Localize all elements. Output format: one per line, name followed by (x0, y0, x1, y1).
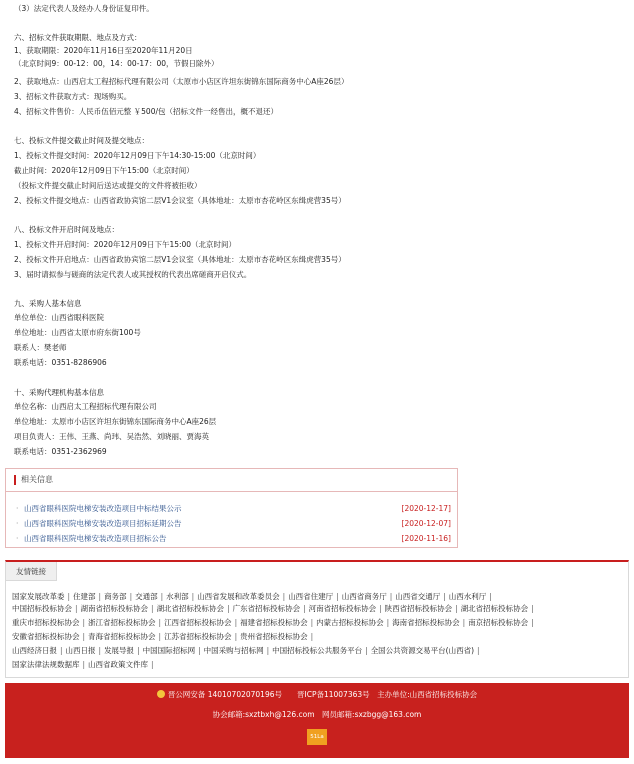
friend-link[interactable]: 南京招标投标协会 (468, 618, 529, 627)
friend-link[interactable]: 中国国际招标网 (142, 646, 196, 655)
friend-link[interactable]: 中国招标投标协会 (12, 604, 72, 613)
footer-email-line: 协会邮箱:sxztbxh@126.com 网员邮箱:sxzbgg@163.com (212, 710, 422, 719)
link-separator: | (75, 604, 78, 613)
link-separator: | (310, 618, 314, 627)
body-text-line: 联系电话：0351-2362969 (14, 447, 107, 456)
title-marker (14, 475, 16, 485)
friend-link[interactable]: 广东省招标投标协会 (232, 604, 301, 613)
police-emblem-icon (157, 690, 165, 698)
body-text-line: 1、投标文件开启时间：2020年12月09日下午15:00（北京时间） (14, 240, 237, 249)
related-item-date: [2020-11-16] (401, 534, 451, 543)
friend-link[interactable]: 商务部 (104, 592, 127, 601)
related-item-link[interactable]: 山西省眼科医院电梯安装改造项目中标结果公示 (24, 504, 182, 513)
friend-link[interactable]: 江西省招标投标协会 (164, 618, 232, 627)
section-heading: 九、采购人基本信息 (14, 299, 82, 308)
friend-links-panel (5, 560, 629, 678)
friend-link[interactable]: 山西省商务厅 (341, 592, 387, 601)
body-text-line: 截止时间：2020年12月09日下午15:00（北京时间） (14, 166, 194, 175)
friend-link[interactable]: 住建部 (73, 592, 96, 601)
body-text-line: 2、投标文件开启地点：山西省政协宾馆二层V1会议室（具体地址：太原市杏花岭区东缉虎营35号） (14, 255, 346, 264)
related-info-header (6, 469, 457, 492)
related-item[interactable] (16, 504, 451, 514)
link-separator: | (191, 592, 195, 601)
link-separator: | (151, 660, 154, 669)
link-separator: | (82, 660, 86, 669)
body-text-line: 项目负责人：王伟、王燕、尚玮、吴浩然、刘晓丽、贾海英 (14, 432, 209, 441)
link-separator: | (477, 646, 480, 655)
friend-link[interactable]: 湖南省招标投标协会 (80, 604, 149, 613)
friend-link[interactable]: 全国公共资源交易平台(山西省) (370, 646, 475, 655)
friend-link[interactable]: 山西水利厅 (448, 592, 487, 601)
link-separator: | (67, 592, 71, 601)
friend-link[interactable]: 重庆市招标投标协会 (12, 618, 80, 627)
link-separator: | (160, 592, 164, 601)
friend-link[interactable]: 发展导报 (104, 646, 135, 655)
friend-link[interactable]: 山西省交通厅 (395, 592, 441, 601)
friend-link[interactable]: 交通部 (135, 592, 158, 601)
friend-link[interactable]: 湖北省招标投标协会 (460, 604, 529, 613)
footer-record-line (5, 689, 629, 700)
link-separator: | (82, 632, 86, 641)
friend-link[interactable]: 河南省招标投标协会 (308, 604, 377, 613)
link-separator: | (455, 604, 458, 613)
friend-link[interactable]: 山西省住建厅 (288, 592, 334, 601)
link-separator: | (386, 618, 390, 627)
friend-link[interactable]: 水利部 (166, 592, 189, 601)
link-separator: | (129, 592, 133, 601)
body-text-line: 4、招标文件售价：人民币伍佰元整 ￥500/包（招标文件一经售出，概不退还） (14, 107, 278, 116)
body-text-line: 联系人：樊老师 (14, 343, 67, 352)
link-separator: | (266, 646, 270, 655)
tab-friend-links-label: 友情链接 (16, 567, 46, 576)
friend-link[interactable]: 山西省政策文件库 (88, 660, 149, 669)
body-text-line: 3、招标文件获取方式：现场购买。 (14, 92, 132, 101)
site-counter-badge[interactable]: 51La (307, 729, 327, 745)
link-separator: | (489, 592, 492, 601)
friend-link[interactable]: 国家发展改革委 (12, 592, 65, 601)
friend-link[interactable]: 海南省招标投标协会 (392, 618, 460, 627)
link-separator: | (158, 618, 162, 627)
friend-link[interactable]: 陕西省招标投标协会 (384, 604, 453, 613)
link-separator: | (227, 604, 230, 613)
link-separator: | (531, 604, 534, 613)
link-separator: | (82, 618, 86, 627)
bullet-icon: · (16, 504, 19, 513)
link-separator: | (310, 632, 314, 641)
friend-link[interactable]: 福建省招标投标协会 (240, 618, 308, 627)
friend-link[interactable]: 江苏省招标投标协会 (164, 632, 232, 641)
link-separator: | (234, 618, 238, 627)
body-text-line: 单位单位：山西省眼科医院 (14, 313, 104, 322)
link-separator: | (336, 592, 339, 601)
friend-link[interactable]: 安徽省招标投标协会 (12, 632, 80, 641)
link-separator: | (379, 604, 382, 613)
tab-friend-links[interactable] (6, 562, 57, 581)
friend-links-row (12, 618, 537, 628)
related-info-panel (5, 468, 458, 548)
body-text-line: （北京时间9：00-12：00，14：00-17：00，节假日除外） (14, 59, 219, 68)
link-separator: | (531, 618, 534, 627)
link-separator: | (365, 646, 368, 655)
link-separator: | (462, 618, 466, 627)
bullet-icon: · (16, 534, 19, 543)
body-text-line: 1、投标文件提交时间：2020年12月09日下午14:30-15:00（北京时间） (14, 151, 261, 160)
friend-link[interactable]: 浙江省招标投标协会 (88, 618, 156, 627)
body-text-line: 单位地址：太原市小店区许坦东街锦东国际商务中心A座26层 (14, 417, 217, 426)
section-heading: 六、招标文件获取期限、地点及方式： (14, 33, 142, 42)
related-item-date: [2020-12-17] (401, 504, 451, 513)
link-separator: | (151, 604, 154, 613)
body-text-line: 2、投标文件提交地点：山西省政协宾馆二层V1会议室（具体地址：太原市杏花岭区东缉虎营35号） (14, 196, 346, 205)
body-text-line: 单位名称：山西启太工程招标代理有限公司 (14, 402, 157, 411)
friend-link[interactable]: 山西经济日报 (12, 646, 57, 655)
link-separator: | (158, 632, 162, 641)
friend-link[interactable]: 贵州省招标投标协会 (240, 632, 308, 641)
body-text-line: （投标文件提交截止时间后送达或提交的文件将被拒收） (14, 181, 202, 190)
friend-link[interactable]: 山西省发展和改革委员会 (197, 592, 280, 601)
link-separator: | (98, 646, 102, 655)
body-text-line: 3、届时请拟参与磋商的法定代表人或其授权的代表出席磋商开启仪式。 (14, 270, 252, 279)
section-heading: 十、采购代理机构基本信息 (14, 388, 104, 397)
link-separator: | (137, 646, 140, 655)
friend-link[interactable]: 青海省招标投标协会 (88, 632, 156, 641)
friend-links-row (12, 646, 483, 656)
body-text-line: 2、获取地点：山西启太工程招标代理有限公司（太原市小店区许坦东街锦东国际商务中心A座26层） (14, 77, 349, 86)
related-item[interactable] (16, 534, 451, 544)
friend-links-row (12, 660, 157, 670)
friend-link[interactable]: 中国采购与招标网 (203, 646, 264, 655)
friend-link[interactable]: 国家法律法规数据库 (12, 660, 80, 669)
link-separator: | (282, 592, 286, 601)
friend-link[interactable]: 内蒙古招标投标协会 (316, 618, 384, 627)
friend-links-row (12, 632, 316, 642)
friend-links-row (12, 604, 537, 614)
related-item-date: [2020-12-07] (401, 519, 451, 528)
friend-link[interactable]: 湖北省招标投标协会 (156, 604, 225, 613)
related-item-link[interactable]: 山西省眼科医院电梯安装改造项目招标延期公告 (24, 519, 182, 528)
bullet-icon: · (16, 519, 19, 528)
link-separator: | (98, 592, 102, 601)
link-separator: | (234, 632, 238, 641)
body-text-line: 1、获取期限：2020年11月16日至2020年11月20日 (14, 46, 193, 55)
link-separator: | (60, 646, 63, 655)
friend-link[interactable]: 中国招标投标公共服务平台 (272, 646, 363, 655)
related-info-title: 相关信息 (21, 475, 53, 484)
link-separator: | (389, 592, 393, 601)
link-separator: | (198, 646, 201, 655)
body-text-line: 联系电话：0351-8286906 (14, 358, 107, 367)
body-text-line: 单位地址：山西省太原市府东街100号 (14, 328, 141, 337)
site-footer (5, 683, 629, 758)
related-item[interactable] (16, 519, 451, 529)
link-separator: | (303, 604, 306, 613)
section-heading: 八、投标文件开启时间及地点： (14, 225, 119, 234)
footer-record-text: 晋公网安备 14010702070196号 晋ICP备11007363号 主办单位:山西省招标投标协会 (167, 690, 478, 699)
body-text-line: （3）法定代表人及经办人身份证复印件。 (14, 4, 154, 13)
link-separator: | (443, 592, 446, 601)
related-item-link[interactable]: 山西省眼科医院电梯安装改造项目招标公告 (24, 534, 167, 543)
friend-links-row (12, 592, 495, 602)
section-heading: 七、投标文件提交截止时间及提交地点： (14, 136, 149, 145)
friend-link[interactable]: 山西日报 (65, 646, 96, 655)
